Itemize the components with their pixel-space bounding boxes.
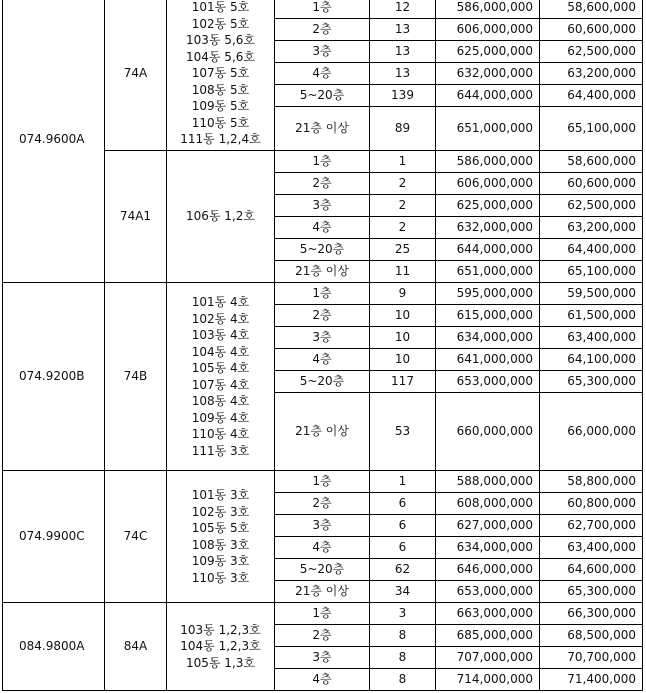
deposit-cell: 58,600,000 <box>540 0 643 19</box>
sale-price-cell: 632,000,000 <box>436 63 540 85</box>
unit-count-cell: 11 <box>370 261 436 283</box>
sale-price-cell: 595,000,000 <box>436 283 540 305</box>
floor-cell: 3층 <box>275 647 370 669</box>
deposit-cell: 64,400,000 <box>540 239 643 261</box>
floor-cell: 1층 <box>275 603 370 625</box>
building-unit: 107동 5호 <box>191 66 250 81</box>
deposit-cell: 71,400,000 <box>540 669 643 691</box>
sale-price-cell: 644,000,000 <box>436 85 540 107</box>
floor-cell: 2층 <box>275 305 370 327</box>
deposit-cell: 63,400,000 <box>540 537 643 559</box>
deposit-cell: 64,100,000 <box>540 349 643 371</box>
building-unit: 102동 5호 <box>191 16 250 31</box>
table-row <box>3 471 643 493</box>
floor-cell: 4층 <box>275 669 370 691</box>
building-unit: 109동 4호 <box>191 410 250 425</box>
floor-cell: 3층 <box>275 41 370 63</box>
deposit-cell: 63,200,000 <box>540 63 643 85</box>
price-table-body <box>3 0 643 691</box>
deposit-cell: 68,500,000 <box>540 625 643 647</box>
building-units-cell <box>167 283 275 471</box>
building-unit: 103동 5,6호 <box>186 33 255 48</box>
building-unit: 110동 5호 <box>191 115 250 130</box>
building-unit: 105동 5호 <box>191 521 250 535</box>
building-unit: 104동 4호 <box>191 344 250 359</box>
deposit-cell: 63,400,000 <box>540 327 643 349</box>
deposit-cell: 64,600,000 <box>540 559 643 581</box>
building-unit: 111동 1,2,4호 <box>180 132 261 147</box>
floor-cell: 2층 <box>275 173 370 195</box>
deposit-cell: 66,000,000 <box>540 393 643 471</box>
building-units-cell <box>167 603 275 691</box>
deposit-cell: 66,300,000 <box>540 603 643 625</box>
deposit-cell: 62,500,000 <box>540 195 643 217</box>
deposit-cell: 61,500,000 <box>540 305 643 327</box>
floor-cell: 1층 <box>275 283 370 305</box>
building-unit: 105동 4호 <box>191 361 250 375</box>
deposit-cell: 60,600,000 <box>540 173 643 195</box>
floor-cell: 5~20층 <box>275 239 370 261</box>
unit-count-cell: 8 <box>370 625 436 647</box>
unit-count-cell: 139 <box>370 85 436 107</box>
unit-count-cell: 10 <box>370 327 436 349</box>
building-unit: 109동 5호 <box>191 99 250 114</box>
floor-cell: 4층 <box>275 63 370 85</box>
unit-count-cell: 53 <box>370 393 436 471</box>
unit-count-cell: 34 <box>370 581 436 603</box>
sale-price-cell: 707,000,000 <box>436 647 540 669</box>
deposit-cell: 62,500,000 <box>540 41 643 63</box>
unit-count-cell: 13 <box>370 19 436 41</box>
building-unit: 104동 5,6호 <box>186 49 255 64</box>
sale-price-cell: 606,000,000 <box>436 19 540 41</box>
unit-count-cell: 10 <box>370 305 436 327</box>
unit-count-cell: 117 <box>370 371 436 393</box>
sale-price-cell: 634,000,000 <box>436 327 540 349</box>
housing-type-cell: 074.9900C <box>3 471 105 603</box>
sale-price-cell: 651,000,000 <box>436 107 540 151</box>
building-unit: 109동 3호 <box>191 554 250 568</box>
floor-cell: 4층 <box>275 349 370 371</box>
floor-cell: 1층 <box>275 471 370 493</box>
housing-type-cell: 074.9200B <box>3 283 105 471</box>
sale-price-cell: 714,000,000 <box>436 669 540 691</box>
floor-cell: 21층 이상 <box>275 261 370 283</box>
floor-cell: 5~20층 <box>275 559 370 581</box>
deposit-cell: 65,300,000 <box>540 581 643 603</box>
sale-price-cell: 586,000,000 <box>436 151 540 173</box>
floor-cell: 3층 <box>275 327 370 349</box>
building-unit: 108동 5호 <box>191 82 250 97</box>
deposit-cell: 65,300,000 <box>540 371 643 393</box>
area-type-cell: 74A <box>105 0 167 151</box>
unit-count-cell: 62 <box>370 559 436 581</box>
area-type-cell: 74C <box>105 471 167 603</box>
building-unit: 103동 4호 <box>191 328 250 342</box>
sale-price-cell: 625,000,000 <box>436 41 540 63</box>
deposit-cell: 58,600,000 <box>540 151 643 173</box>
sale-price-cell: 651,000,000 <box>436 261 540 283</box>
floor-cell: 5~20층 <box>275 85 370 107</box>
sale-price-cell: 586,000,000 <box>436 0 540 19</box>
building-unit: 106동 1,2호 <box>186 209 255 224</box>
floor-cell: 4층 <box>275 217 370 239</box>
floor-cell: 21층 이상 <box>275 107 370 151</box>
deposit-cell: 65,100,000 <box>540 261 643 283</box>
building-unit: 101동 3호 <box>191 488 250 502</box>
building-unit: 101동 5호 <box>191 0 250 15</box>
unit-count-cell: 2 <box>370 195 436 217</box>
floor-cell: 5~20층 <box>275 371 370 393</box>
deposit-cell: 63,200,000 <box>540 217 643 239</box>
sale-price-cell: 646,000,000 <box>436 559 540 581</box>
floor-cell: 1층 <box>275 151 370 173</box>
sale-price-cell: 660,000,000 <box>436 393 540 471</box>
unit-count-cell: 13 <box>370 41 436 63</box>
building-unit: 108동 3호 <box>191 537 250 552</box>
area-type-cell: 74A1 <box>105 151 167 283</box>
deposit-cell: 60,800,000 <box>540 493 643 515</box>
sale-price-cell: 634,000,000 <box>436 537 540 559</box>
unit-count-cell: 6 <box>370 537 436 559</box>
sale-price-cell: 632,000,000 <box>436 217 540 239</box>
unit-count-cell: 2 <box>370 173 436 195</box>
sale-price-cell: 606,000,000 <box>436 173 540 195</box>
building-unit: 105동 1,3호 <box>186 655 255 670</box>
sale-price-cell: 685,000,000 <box>436 625 540 647</box>
floor-cell: 3층 <box>275 195 370 217</box>
deposit-cell: 59,500,000 <box>540 283 643 305</box>
sale-price-cell: 615,000,000 <box>436 305 540 327</box>
floor-cell: 21층 이상 <box>275 393 370 471</box>
deposit-cell: 58,800,000 <box>540 471 643 493</box>
sale-price-cell: 663,000,000 <box>436 603 540 625</box>
sale-price-cell: 608,000,000 <box>436 493 540 515</box>
sale-price-cell: 653,000,000 <box>436 371 540 393</box>
floor-cell: 1층 <box>275 0 370 19</box>
unit-count-cell: 3 <box>370 603 436 625</box>
building-unit: 110동 4호 <box>191 427 250 441</box>
building-unit: 110동 3호 <box>191 570 250 585</box>
building-unit: 102동 4호 <box>191 311 250 326</box>
housing-type-cell: 074.9600A <box>3 0 105 283</box>
unit-count-cell: 12 <box>370 0 436 19</box>
sale-price-cell: 653,000,000 <box>436 581 540 603</box>
unit-count-cell: 10 <box>370 349 436 371</box>
unit-count-cell: 25 <box>370 239 436 261</box>
deposit-cell: 65,100,000 <box>540 107 643 151</box>
building-unit: 107동 4호 <box>191 377 250 392</box>
building-units-cell <box>167 0 275 151</box>
unit-count-cell: 1 <box>370 471 436 493</box>
deposit-cell: 64,400,000 <box>540 85 643 107</box>
table-row <box>3 283 643 305</box>
unit-count-cell: 9 <box>370 283 436 305</box>
table-row <box>3 603 643 625</box>
floor-cell: 4층 <box>275 537 370 559</box>
unit-count-cell: 8 <box>370 669 436 691</box>
area-type-cell: 74B <box>105 283 167 471</box>
building-units-cell <box>167 151 275 283</box>
sale-price-cell: 627,000,000 <box>436 515 540 537</box>
floor-cell: 2층 <box>275 493 370 515</box>
unit-count-cell: 2 <box>370 217 436 239</box>
sale-price-cell: 641,000,000 <box>436 349 540 371</box>
unit-count-cell: 13 <box>370 63 436 85</box>
unit-count-cell: 89 <box>370 107 436 151</box>
floor-cell: 2층 <box>275 625 370 647</box>
table-row <box>3 0 643 19</box>
deposit-cell: 62,700,000 <box>540 515 643 537</box>
area-type-cell: 84A <box>105 603 167 691</box>
deposit-cell: 60,600,000 <box>540 19 643 41</box>
building-unit: 103동 1,2,3호 <box>180 622 261 637</box>
unit-count-cell: 1 <box>370 151 436 173</box>
unit-count-cell: 8 <box>370 647 436 669</box>
building-unit: 102동 3호 <box>191 504 250 519</box>
sale-price-cell: 625,000,000 <box>436 195 540 217</box>
unit-count-cell: 6 <box>370 493 436 515</box>
building-unit: 101동 4호 <box>191 295 250 309</box>
floor-cell: 2층 <box>275 19 370 41</box>
unit-count-cell: 6 <box>370 515 436 537</box>
building-unit: 104동 1,2,3호 <box>180 639 261 654</box>
sale-price-cell: 588,000,000 <box>436 471 540 493</box>
floor-cell: 21층 이상 <box>275 581 370 603</box>
deposit-cell: 70,700,000 <box>540 647 643 669</box>
building-unit: 111동 3호 <box>191 443 250 458</box>
building-units-cell <box>167 471 275 603</box>
housing-type-cell: 084.9800A <box>3 603 105 691</box>
floor-cell: 3층 <box>275 515 370 537</box>
building-unit: 108동 4호 <box>191 394 250 408</box>
sale-price-cell: 644,000,000 <box>436 239 540 261</box>
price-table <box>2 0 643 691</box>
